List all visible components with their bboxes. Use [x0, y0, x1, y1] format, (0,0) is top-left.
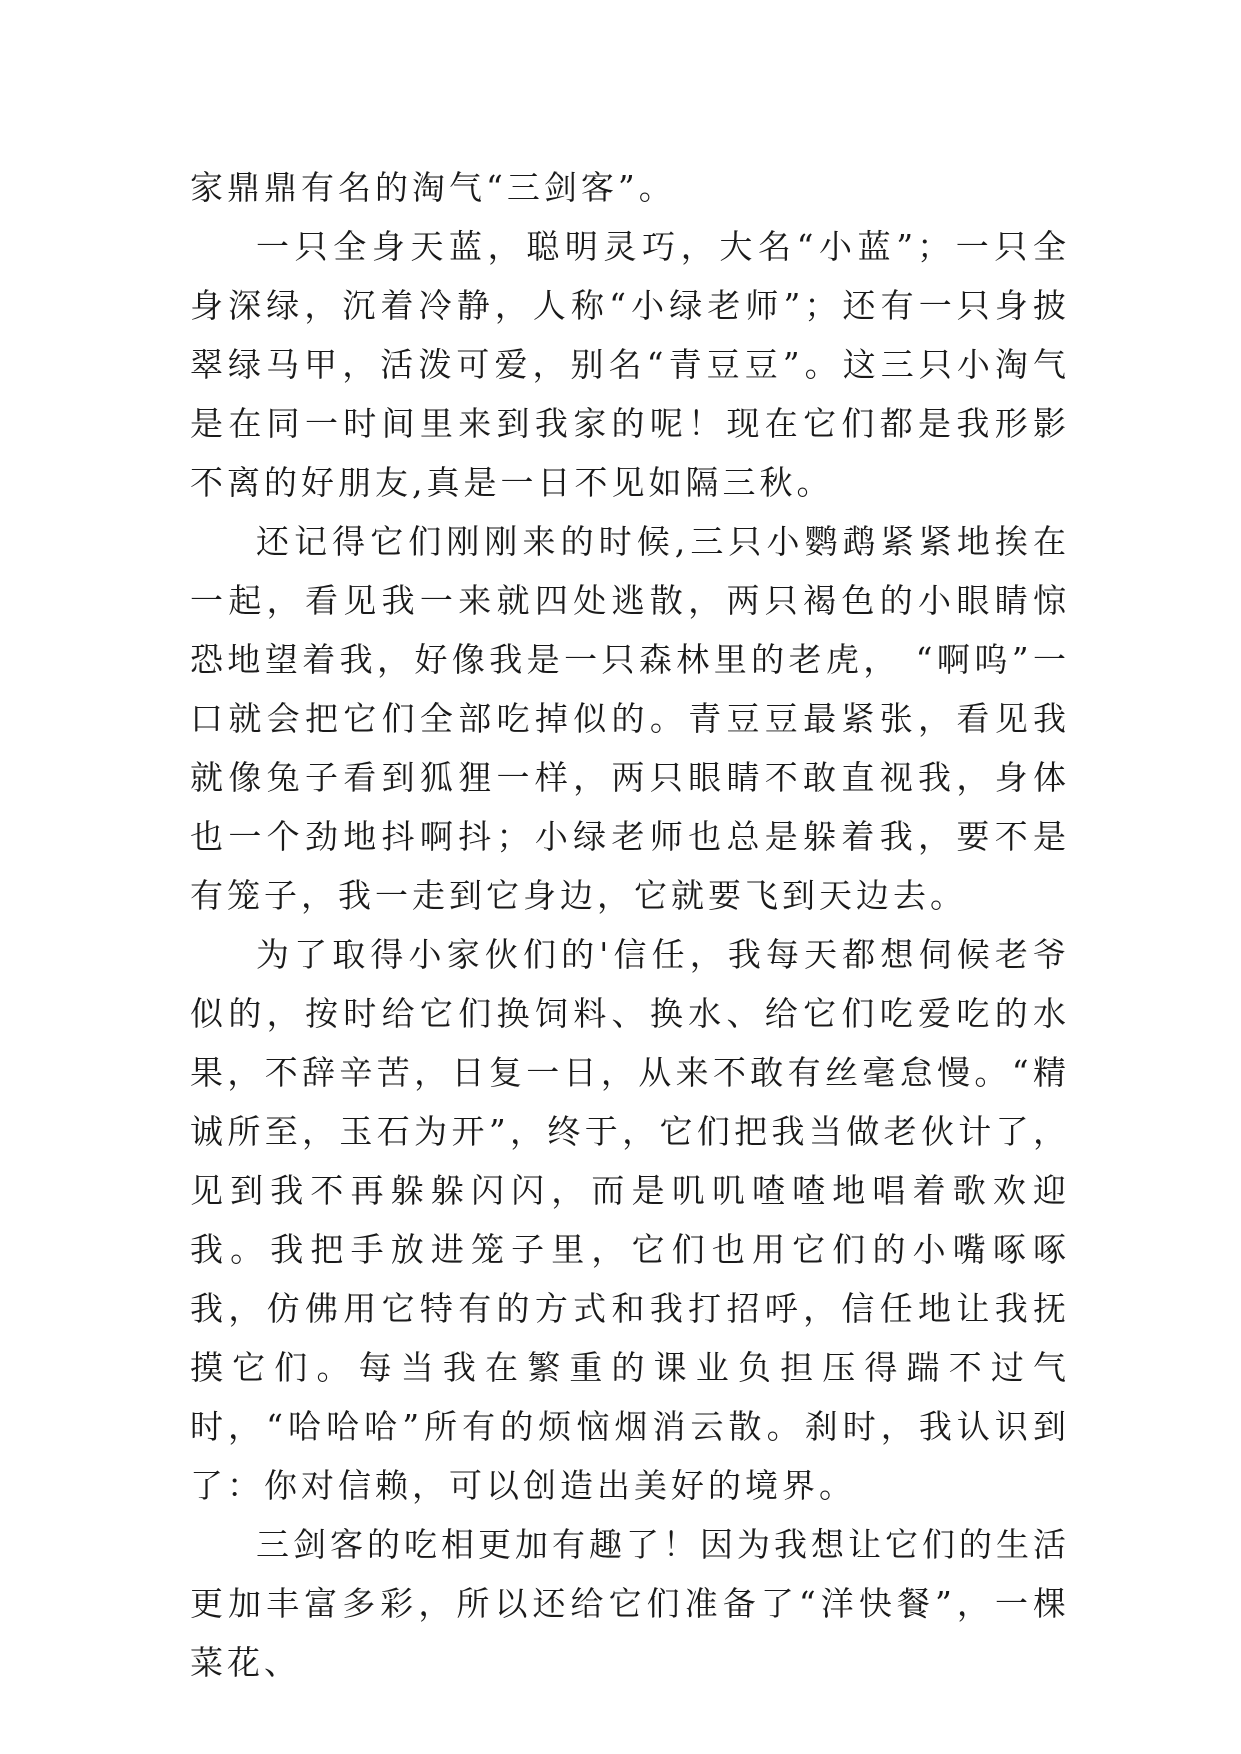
paragraph-2 — [190, 217, 1070, 512]
text-line: 按时给它们换饲料、换水、给它们吃爱吃的水果，不辞辛苦， — [190, 994, 1071, 1092]
text-line: 看见我一来就四处逃散，两只褐色的小眼睛惊恐地望着我， — [190, 581, 1071, 679]
text-line: 日复一日，从来不敢有丝毫怠慢。“精诚所至，玉石为开”， — [190, 1053, 1071, 1151]
text-line: 好像我是一只森林里的老虎， “啊呜”一口就会把它们全 — [190, 640, 1071, 738]
paragraph-1 — [190, 158, 1070, 217]
text-line: 部吃掉似的。青豆豆最紧张，看见我就像兔子看到狐狸一样， — [190, 699, 1071, 797]
text-line: 三剑客的吃相更加有趣了！因为我想让它们的生活更 — [190, 1525, 1070, 1623]
text-line: 家鼎鼎有名的淘气“三剑客”。 — [190, 168, 676, 207]
text-line: “哈哈哈”所有的烦恼烟消云散。刹时，我认识到了：你对 — [190, 1407, 1070, 1505]
text-line: 两只眼睛不敢直视我，身体也一个劲地抖啊抖；小绿老师也 — [190, 758, 1071, 856]
text-line: 天边去。 — [819, 876, 967, 915]
text-line: 绿，沉着冷静，人称“小绿老师”；还有一只身披翠绿马甲， — [190, 286, 1071, 384]
text-line: 信赖，可以创造出美好的境界。 — [338, 1466, 856, 1505]
text-line: 们的小嘴啄啄我，仿佛用它特有的方式和我打招呼，信任地 — [190, 1230, 1071, 1328]
text-line: 终于，它们把我当做老伙计了，见到我不再躲躲闪闪，而是 — [190, 1112, 1070, 1210]
text-line: 还记得它们刚刚来的时候,三只小鹦鹉紧紧地挨在一起， — [190, 522, 1070, 620]
text-line: 活泼可爱，别名“青豆豆”。这三只小淘气是在同一时间里 — [190, 345, 1071, 443]
paragraph-3 — [190, 512, 1070, 925]
text-line: 为了取得小家伙们的'信任，我每天都想伺候老爷似的， — [190, 935, 1070, 1033]
paragraph-5 — [190, 1515, 1070, 1692]
paragraph-4 — [190, 925, 1070, 1515]
text-line: 让我抚摸它们。每当我在繁重的课业负担压得踹不过气时， — [190, 1289, 1071, 1446]
text-line: 叽叽喳喳地唱着歌欢迎我。我把手放进笼子里，它们也用它 — [190, 1171, 1071, 1269]
text-line: 加丰富多彩，所以还给它们准备了“洋快餐”，一棵菜花、 — [190, 1584, 1070, 1682]
text-line: 来到我家的呢！现在它们都是我形影不离的好朋友,真是一 — [190, 404, 1071, 502]
text-line: 总是躲着我，要不是有笼子，我一走到它身边，它就要飞到 — [190, 817, 1071, 915]
text-line: 日不见如隔三秋。 — [537, 463, 834, 502]
document-body — [190, 158, 1070, 1692]
text-line: 一只全身天蓝，聪明灵巧，大名“小蓝”；一只全身深 — [190, 227, 1070, 325]
